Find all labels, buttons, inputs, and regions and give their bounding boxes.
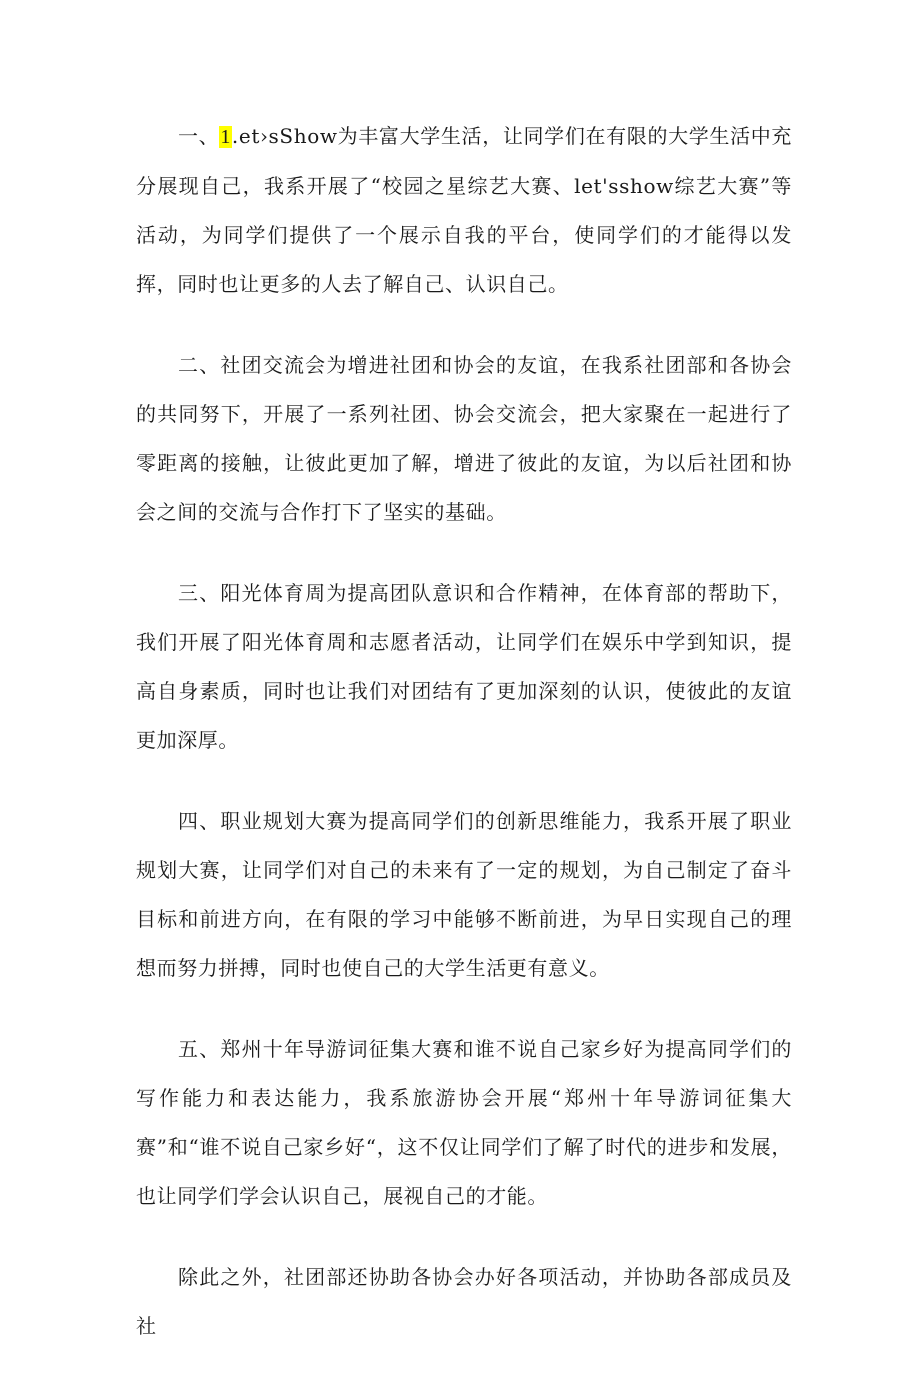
paragraph-3: 三、阳光体育周为提高团队意识和合作精神，在体育部的帮助下，我们开展了阳光体育周和志愿者活动，让同学们在娱乐中学到知识，提高自身素质，同时也让我们对团结有了更加深刻的认识，使彼此的友谊更加深厚。 [136,581,792,752]
paragraph-1-text: .et›sShow为丰富大学生活，让同学们在有限的大学生活中充分展现自己，我系开展了“校园之星综艺大赛、let'sshow综艺大赛”等活动，为同学们提供了一个展示自我的平台，使同学们的才能得以发挥，同时也让更多的人去了解自己、认识自己。 [136,124,792,296]
highlighted-text: 1 [220,126,231,148]
paragraph-2: 二、社团交流会为增进社团和协会的友谊，在我系社团部和各协会的共同努下，开展了一系列社团、协会交流会，把大家聚在一起进行了零距离的接触，让彼此更加了解，增进了彼此的友谊，为以后社团和协会之间的交流与合作打下了坚实的基础。 [136,353,792,524]
paragraph-1 [136,112,792,309]
paragraph-1-prefix: 一、 [178,124,220,148]
paragraph-6: 除此之外，社团部还协助各协会办好各项活动，并协助各部成员及社 [136,1265,792,1338]
paragraph-5: 五、郑州十年导游词征集大赛和谁不说自己家乡好为提高同学们的写作能力和表达能力，我系旅游协会开展“郑州十年导游词征集大赛”和“谁不说自己家乡好“，这不仅让同学们了解了时代的进步和发展，也让同学们学会认识自己，展视自己的才能。 [136,1037,792,1208]
paragraph-4: 四、职业规划大赛为提高同学们的创新思维能力，我系开展了职业规划大赛，让同学们对自己的未来有了一定的规划，为自己制定了奋斗目标和前进方向，在有限的学习中能够不断前进，为早日实现自己的理想而努力拼搏，同时也使自己的大学生活更有意义。 [136,809,792,980]
document-body [136,112,792,1383]
